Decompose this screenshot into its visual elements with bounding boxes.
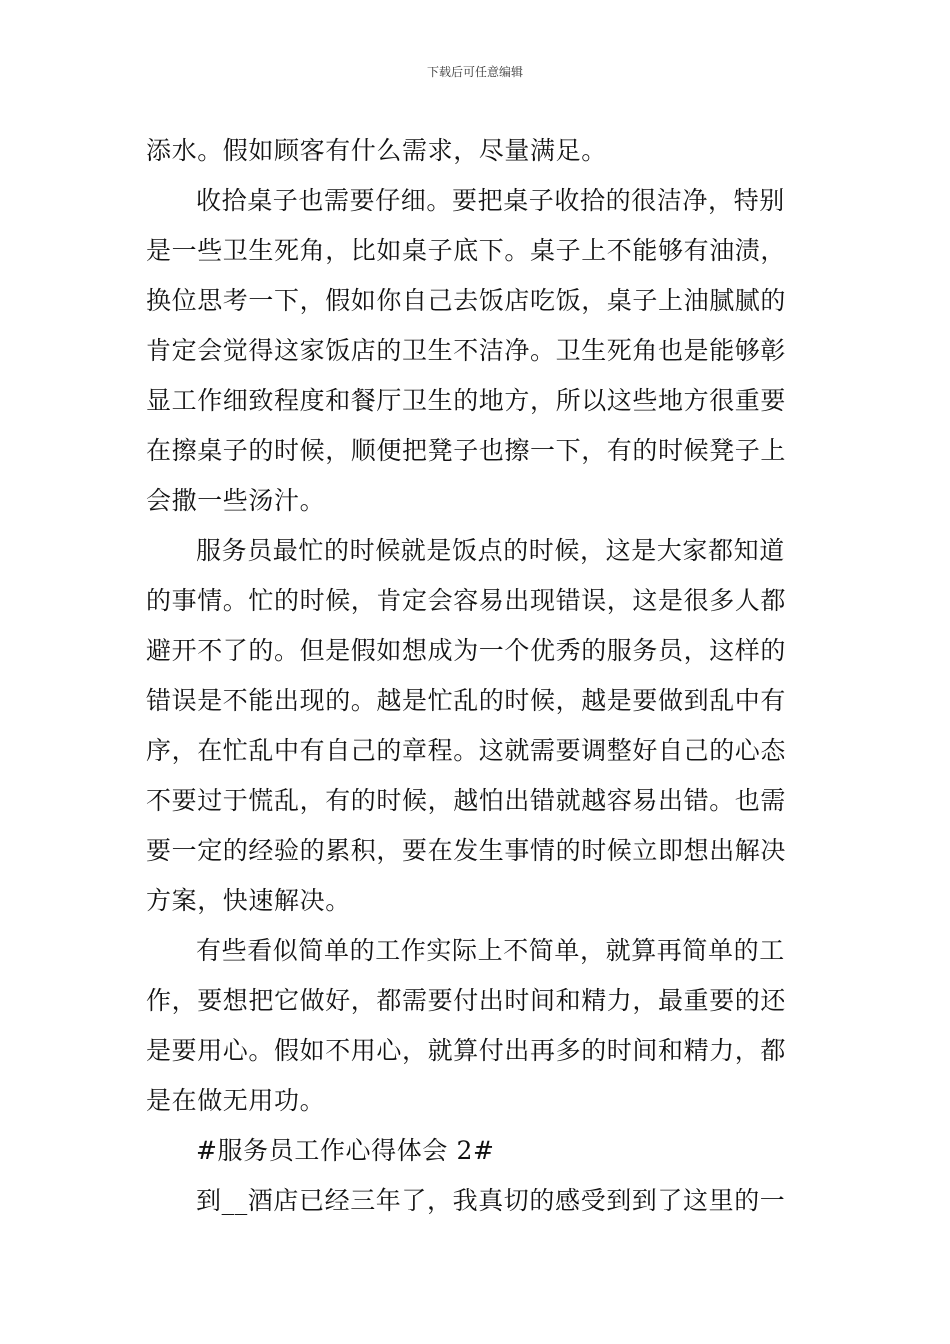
- text-line: 添水。假如顾客有什么需求，尽量满足。: [146, 136, 607, 165]
- text-line: 不要过于慌乱，有的时候，越怕出错就越容易出错。也需: [146, 786, 787, 815]
- page-header: 下载后可任意编辑: [426, 65, 523, 79]
- text-line: 方案，快速解决。: [146, 886, 351, 915]
- text-line: 的事情。忙的时候，肯定会容易出现错误，这是很多人都: [146, 586, 787, 615]
- text-line: 会撒一些汤汁。: [146, 486, 326, 515]
- document-body: [146, 126, 806, 1226]
- text-line: 是在做无用功。: [146, 1086, 326, 1115]
- text-line: 错误是不能出现的。越是忙乱的时候，越是要做到乱中有: [146, 686, 787, 715]
- text-line: 服务员最忙的时候就是饭点的时候，这是大家都知道: [196, 536, 785, 565]
- text-line: 在擦桌子的时候，顺便把凳子也擦一下，有的时候凳子上: [146, 436, 787, 465]
- text-line: 是要用心。假如不用心，就算付出再多的时间和精力，都: [146, 1036, 787, 1065]
- text-line: 避开不了的。但是假如想成为一个优秀的服务员，这样的: [146, 636, 787, 665]
- text-line: 到__酒店已经三年了，我真切的感受到到了这里的一: [196, 1186, 786, 1215]
- section-heading: #服务员工作心得体会 2#: [196, 1136, 495, 1165]
- text-line: 要一定的经验的累积，要在发生事情的时候立即想出解决: [146, 836, 787, 865]
- text-line: 收拾桌子也需要仔细。要把桌子收拾的很洁净，特别: [196, 186, 785, 215]
- text-line: 有些看似简单的工作实际上不简单，就算再简单的工: [196, 936, 785, 965]
- text-line: 换位思考一下，假如你自己去饭店吃饭，桌子上油腻腻的: [146, 286, 787, 315]
- text-line: 是一些卫生死角，比如桌子底下。桌子上不能够有油渍，: [146, 236, 787, 265]
- text-line: 肯定会觉得这家饭店的卫生不洁净。卫生死角也是能够彰: [146, 336, 787, 365]
- text-line: 序，在忙乱中有自己的章程。这就需要调整好自己的心态: [146, 736, 787, 765]
- text-line: 作，要想把它做好，都需要付出时间和精力，最重要的还: [146, 986, 787, 1015]
- text-line: 显工作细致程度和餐厅卫生的地方，所以这些地方很重要: [146, 386, 787, 415]
